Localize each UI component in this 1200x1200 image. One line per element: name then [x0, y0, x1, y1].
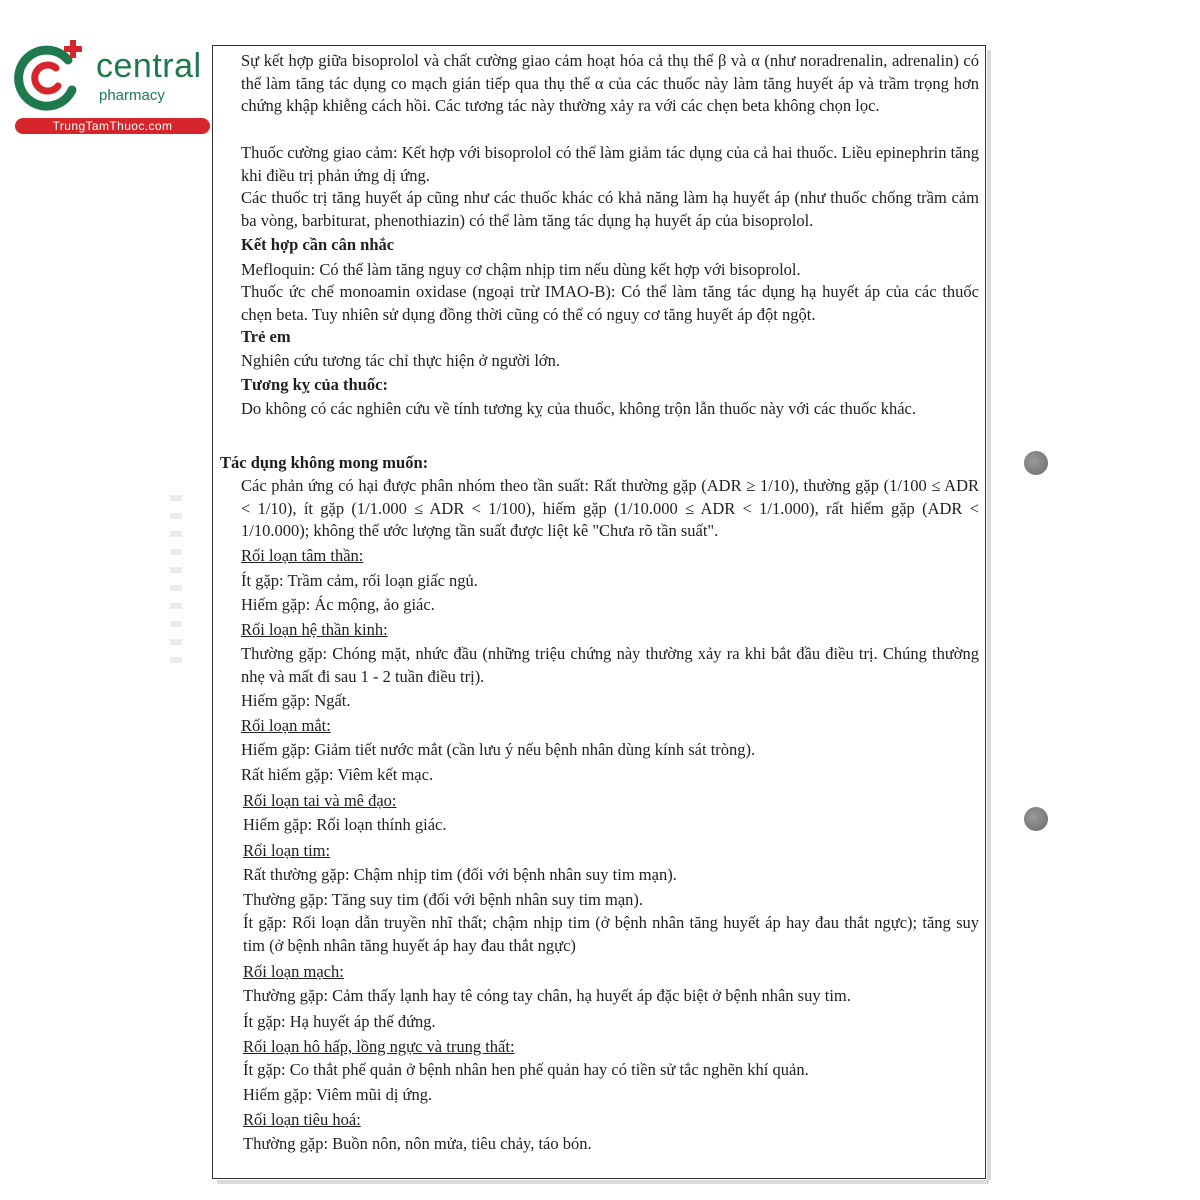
subheading-cardiac: Rối loạn tim: — [243, 841, 331, 860]
paragraph-incompatibility: Do không có các nghiên cứu về tính tương kỵ của thuốc, không trộn lẫn thuốc này với các thuốc khác. — [241, 399, 916, 418]
subheading-eye: Rối loạn mắt: — [241, 716, 331, 735]
item-cardiac-very-common: Rất thường gặp: Chậm nhịp tim (đối với bệnh nhân suy tim mạn). — [243, 865, 677, 884]
item-cardiac-uncommon: Ít gặp: Rối loạn dẫn truyền nhĩ thất; chậm nhịp tim (ở bệnh nhân tăng huyết áp hay đau thắt ngực); tăng suy tim (ở bệnh nhân tăng huyết áp hay đau thắt ngực) — [243, 913, 979, 955]
item-respiratory-uncommon: Ít gặp: Co thắt phế quản ở bệnh nhân hen phế quản hay có tiền sử tắc nghẽn khí quản. — [243, 1060, 809, 1079]
logo-subtitle: pharmacy — [99, 87, 165, 104]
subheading-gastrointestinal: Rối loạn tiêu hoá: — [243, 1110, 361, 1129]
subheading-respiratory: Rối loạn hô hấp, lồng ngực và trung thất: — [243, 1037, 515, 1056]
heading-incompatibility: Tương kỵ của thuốc: — [241, 375, 388, 394]
paragraph-frequency-groups: Các phản ứng có hại được phân nhóm theo tần suất: Rất thường gặp (ADR ≥ 1/10), thường gặp (1/100 ≤ ADR < 1/10), ít gặp (1/1.000 ≤ ADR < 1/100), hiếm gặp (1/10.000 ≤ ADR < 1/1.000), rất hiếm gặp (ADR < 1/10.000); không thể ước lượng tần suất được liệt kê "Chưa rõ tần suất". — [241, 476, 979, 540]
punch-hole-bottom — [1024, 807, 1048, 831]
heading-adverse-effects: Tác dụng không mong muốn: — [220, 453, 429, 472]
item-nervous-common: Thường gặp: Chóng mặt, nhức đầu (những triệu chứng này thường xảy ra khi bắt đầu điều trị. Chúng thường nhẹ và mất đi sau 1 - 2 tuần điều trị). — [241, 644, 979, 686]
bleed-through-marks — [170, 495, 182, 675]
subheading-psychiatric: Rối loạn tâm thần: — [241, 546, 364, 565]
pharmacy-logo-icon — [10, 38, 90, 118]
item-nervous-rare: Hiếm gặp: Ngất. — [241, 691, 351, 710]
paragraph-antihypertensives: Các thuốc trị tăng huyết áp cũng như các thuốc khác có khả năng làm hạ huyết áp (như thuốc chống trầm cảm ba vòng, barbiturat, phenothiazin) có thể làm tăng tác dụng hạ huyết áp của bisoprolol. — [241, 188, 979, 230]
item-eye-very-rare: Rất hiếm gặp: Viêm kết mạc. — [241, 765, 434, 784]
item-vascular-common: Thường gặp: Cảm thấy lạnh hay tê cóng tay chân, hạ huyết áp đặc biệt ở bệnh nhân suy tim. — [243, 986, 851, 1005]
paragraph-sympathomimetic-interaction: Sự kết hợp giữa bisoprolol và chất cường giao cảm hoạt hóa cả thụ thể β và α (như noradrenalin, adrenalin) có thể làm tăng tác dụng co mạch gián tiếp qua thụ thể α của các thuốc này làm tăng huyết áp và trầm trọng hơn chứng khập khiễng cách hồi. Các tương tác này thường xảy ra với các chẹn beta không chọn lọc. — [241, 51, 979, 115]
subheading-vascular: Rối loạn mạch: — [243, 962, 344, 981]
heading-children: Trẻ em — [241, 327, 291, 346]
item-eye-rare: Hiếm gặp: Giảm tiết nước mắt (cần lưu ý nếu bệnh nhân dùng kính sát tròng). — [241, 740, 756, 759]
paragraph-maoi: Thuốc ức chế monoamin oxidase (ngoại trừ IMAO-B): Có thể làm tăng tác dụng hạ huyết áp của các thuốc chẹn beta. Tuy nhiên sử dụng đồng thời cũng có thể có nguy cơ tăng huyết áp đột ngột. — [241, 282, 979, 324]
logo-website-banner: TrungTamThuoc.com — [15, 118, 210, 134]
item-ear-rare: Hiếm gặp: Rối loạn thính giác. — [243, 815, 447, 834]
punch-hole-top — [1024, 451, 1048, 475]
item-vascular-uncommon: Ít gặp: Hạ huyết áp thế đứng. — [243, 1012, 436, 1031]
item-gastrointestinal-common: Thường gặp: Buồn nôn, nôn mửa, tiêu chảy, táo bón. — [243, 1134, 592, 1153]
subheading-nervous-system: Rối loạn hệ thần kinh: — [241, 620, 388, 639]
item-respiratory-rare: Hiếm gặp: Viêm mũi dị ứng. — [243, 1085, 433, 1104]
page-shadow-bottom — [217, 1180, 989, 1184]
paragraph-sympathomimetic-drugs: Thuốc cường giao cảm: Kết hợp với bisoprolol có thể làm giảm tác dụng của cả hai thuốc. Liều epinephrin tăng khi điều trị phản ứng dị ứng. — [241, 143, 979, 185]
heading-combinations-to-consider: Kết hợp cần cân nhắc — [241, 235, 395, 254]
logo-name: central — [96, 47, 202, 85]
item-psychiatric-rare: Hiếm gặp: Ác mộng, ảo giác. — [241, 595, 435, 614]
page-shadow-right — [987, 50, 991, 1180]
paragraph-mefloquin: Mefloquin: Có thể làm tăng nguy cơ chậm nhịp tim nếu dùng kết hợp với bisoprolol. — [241, 260, 801, 279]
item-cardiac-common: Thường gặp: Tăng suy tim (đối với bệnh nhân suy tim mạn). — [243, 890, 644, 909]
paragraph-children: Nghiên cứu tương tác chỉ thực hiện ở người lớn. — [241, 351, 561, 370]
item-psychiatric-uncommon: Ít gặp: Trầm cảm, rối loạn giấc ngủ. — [241, 571, 478, 590]
subheading-ear: Rối loạn tai và mê đạo: — [243, 791, 397, 810]
central-pharmacy-logo[interactable] — [10, 38, 215, 138]
document-page — [212, 45, 986, 1179]
